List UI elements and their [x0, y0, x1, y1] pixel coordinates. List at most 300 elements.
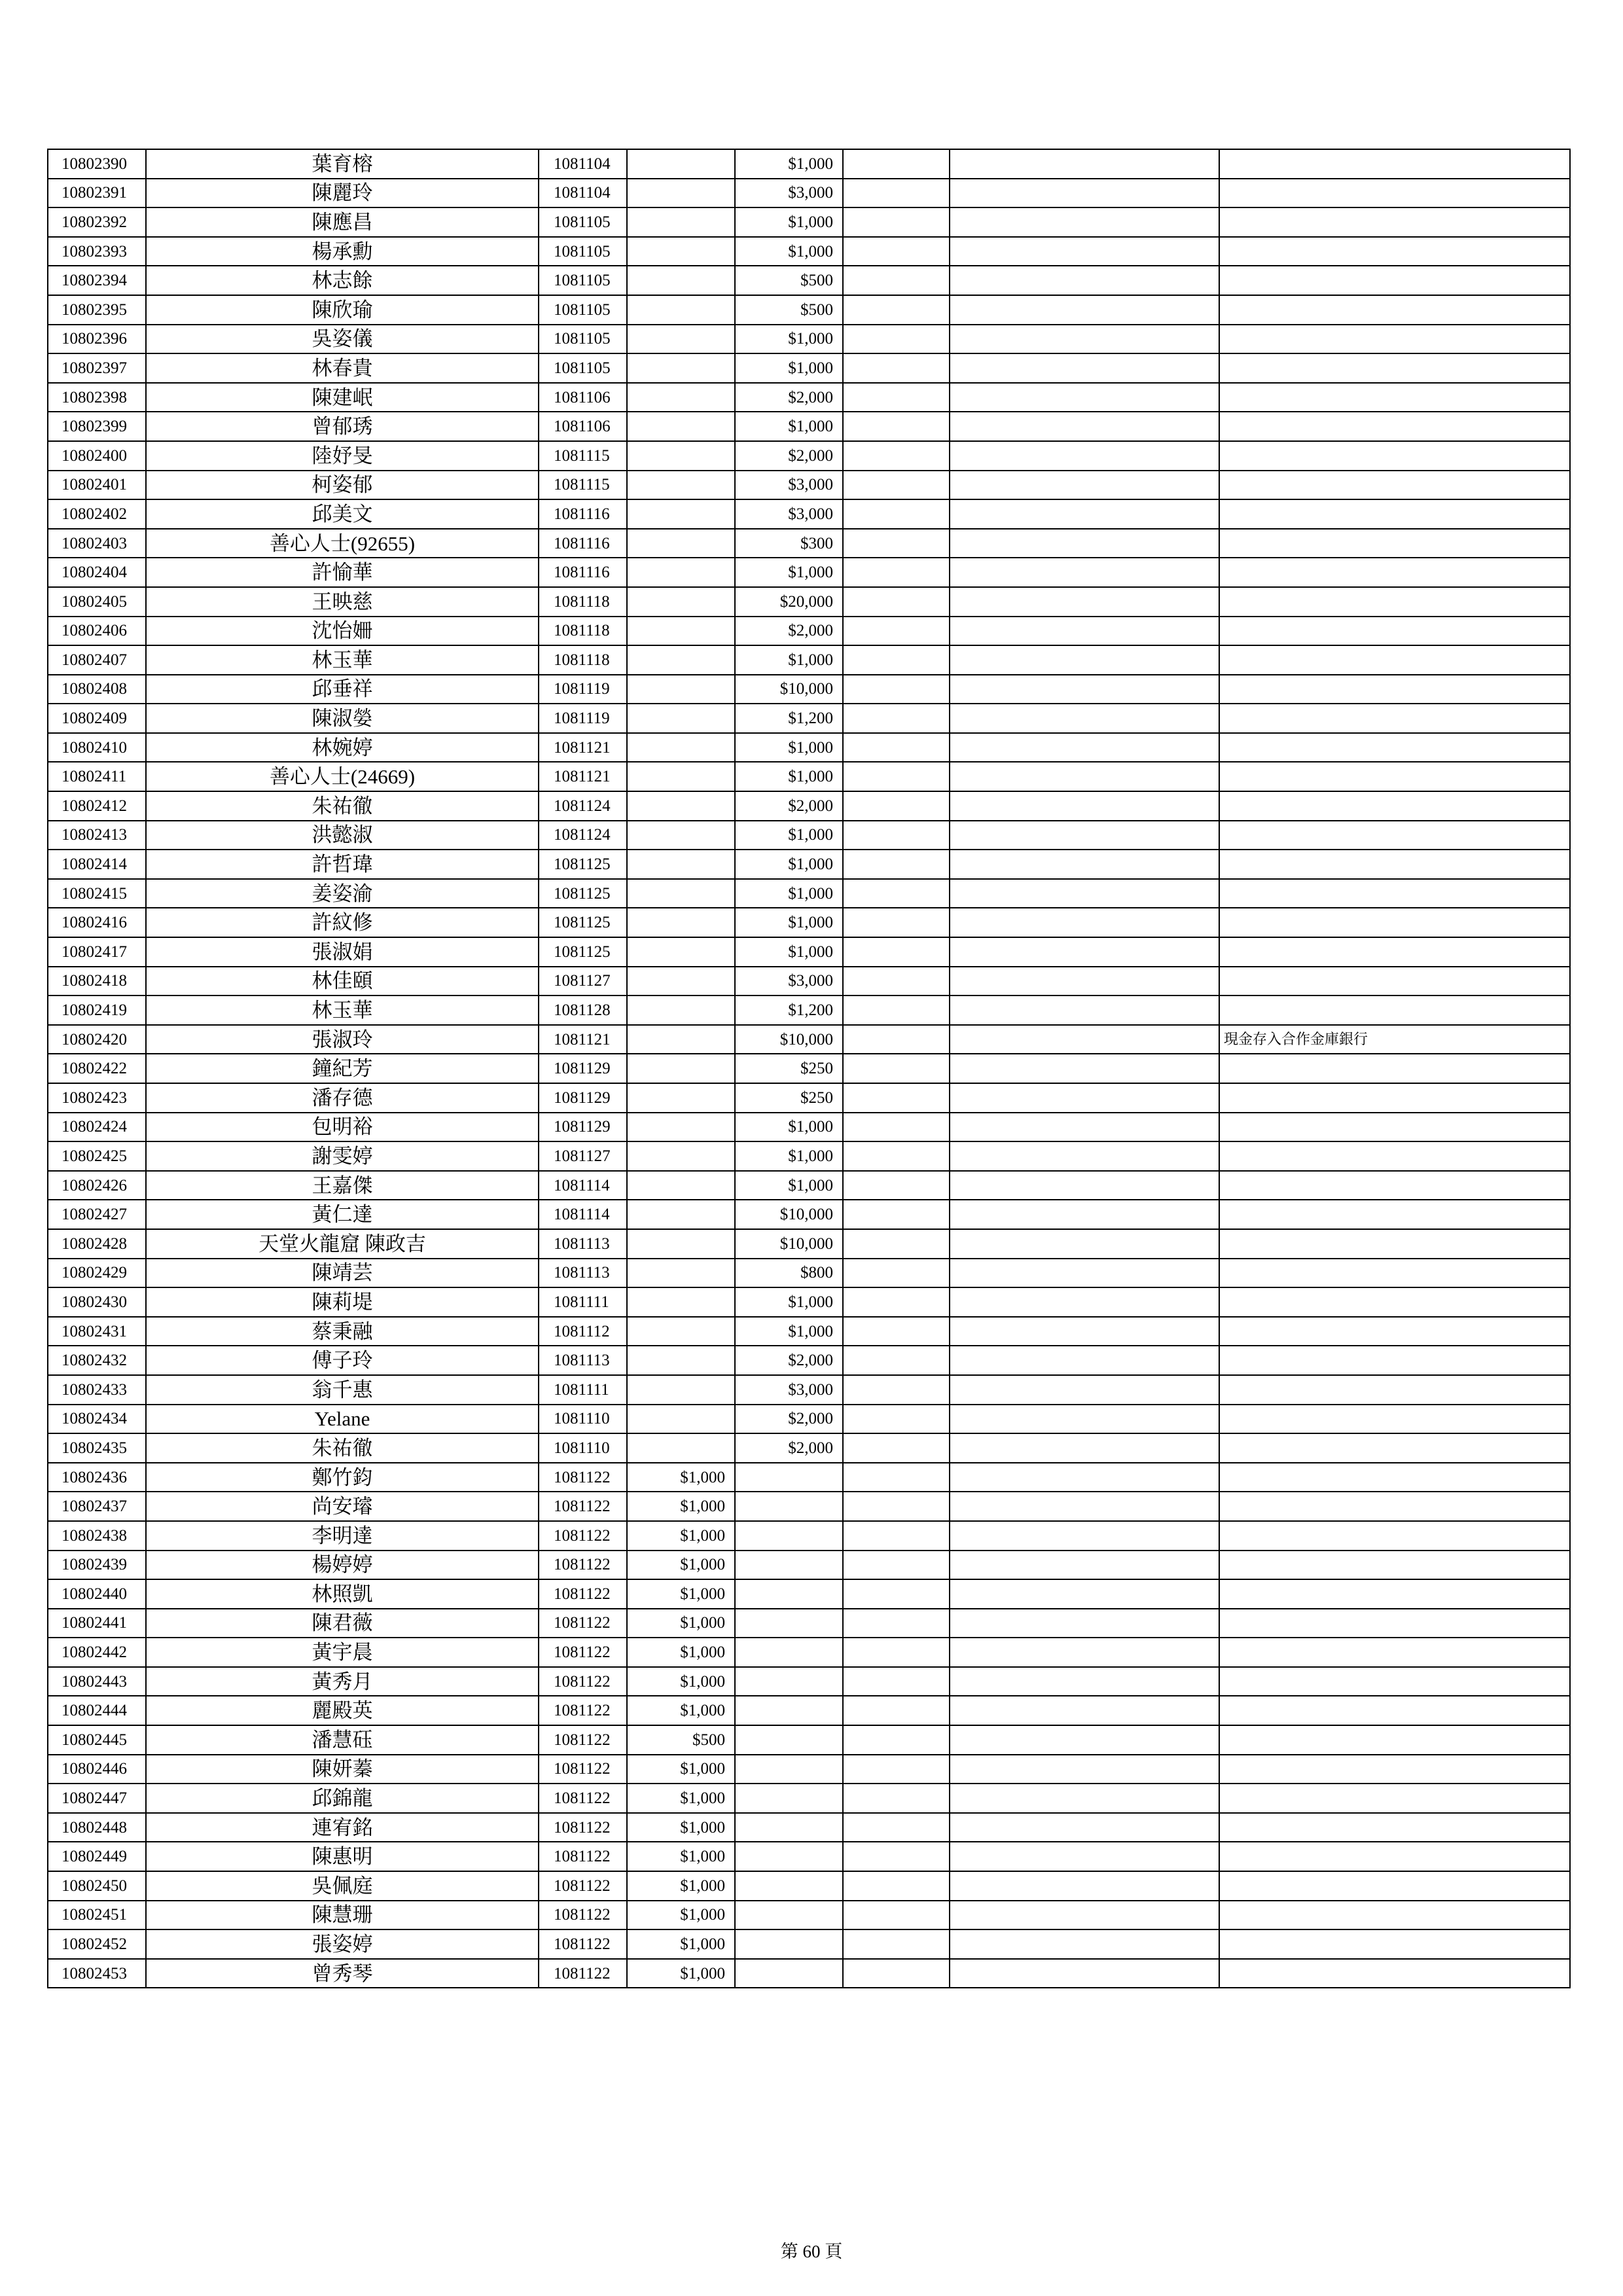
- donor-name-cell: 陳惠明: [146, 1842, 539, 1871]
- note-cell: [1219, 1113, 1570, 1142]
- record-number-cell: 10802412: [48, 791, 146, 821]
- record-number-cell: 10802452: [48, 1929, 146, 1959]
- record-number-cell: 10802391: [48, 179, 146, 208]
- note-cell: [1219, 1054, 1570, 1083]
- empty-cell: [843, 1463, 950, 1492]
- note-cell: [1219, 266, 1570, 295]
- record-number-cell: 10802433: [48, 1375, 146, 1405]
- empty-cell: [950, 587, 1219, 617]
- table-row: [48, 937, 1570, 967]
- amount-cell-a: [627, 1375, 735, 1405]
- empty-cell: [843, 1579, 950, 1609]
- amount-cell-a: [627, 675, 735, 704]
- empty-cell: [843, 1317, 950, 1346]
- note-cell: [1219, 207, 1570, 237]
- empty-cell: [950, 1667, 1219, 1696]
- table-row: [48, 1025, 1570, 1054]
- empty-cell: [843, 149, 950, 179]
- amount-cell-b: $1,000: [735, 207, 843, 237]
- amount-cell-a: [627, 791, 735, 821]
- record-number-cell: 10802437: [48, 1492, 146, 1521]
- date-cell: 1081122: [539, 1579, 627, 1609]
- date-cell: 1081106: [539, 412, 627, 441]
- table-row: [48, 529, 1570, 558]
- amount-cell-b: $300: [735, 529, 843, 558]
- amount-cell-b: $1,000: [735, 937, 843, 967]
- amount-cell-b: $1,000: [735, 733, 843, 762]
- amount-cell-a: [627, 558, 735, 587]
- note-cell: [1219, 471, 1570, 500]
- amount-cell-b: [735, 1813, 843, 1842]
- donor-name-cell: 陸妤旻: [146, 441, 539, 471]
- empty-cell: [950, 1551, 1219, 1580]
- donor-name-cell: 陳莉堤: [146, 1287, 539, 1317]
- record-number-cell: 10802424: [48, 1113, 146, 1142]
- table-row: [48, 1929, 1570, 1959]
- table-row: [48, 295, 1570, 325]
- amount-cell-a: [627, 1141, 735, 1171]
- donor-name-cell: 姜姿渝: [146, 879, 539, 908]
- record-number-cell: 10802449: [48, 1842, 146, 1871]
- date-cell: 1081125: [539, 879, 627, 908]
- table-row: [48, 353, 1570, 383]
- date-cell: 1081110: [539, 1405, 627, 1434]
- note-cell: [1219, 1667, 1570, 1696]
- empty-cell: [950, 1375, 1219, 1405]
- record-number-cell: 10802436: [48, 1463, 146, 1492]
- record-number-cell: 10802447: [48, 1784, 146, 1813]
- amount-cell-a: [627, 645, 735, 675]
- note-cell: [1219, 1259, 1570, 1288]
- donor-name-cell: 蔡秉融: [146, 1317, 539, 1346]
- note-cell: [1219, 1141, 1570, 1171]
- amount-cell-b: [735, 1667, 843, 1696]
- empty-cell: [843, 1901, 950, 1930]
- donor-name-cell: 邱錦龍: [146, 1784, 539, 1813]
- amount-cell-b: $1,000: [735, 1287, 843, 1317]
- note-cell: [1219, 1405, 1570, 1434]
- donor-name-cell: 曾郁琇: [146, 412, 539, 441]
- table-row: [48, 1813, 1570, 1842]
- note-cell: [1219, 1463, 1570, 1492]
- table-row: [48, 1113, 1570, 1142]
- note-cell: [1219, 441, 1570, 471]
- record-number-cell: 10802420: [48, 1025, 146, 1054]
- empty-cell: [843, 879, 950, 908]
- donor-name-cell: 曾秀琴: [146, 1959, 539, 1988]
- date-cell: 1081106: [539, 383, 627, 412]
- amount-cell-a: [627, 325, 735, 354]
- table-row: [48, 1317, 1570, 1346]
- empty-cell: [950, 558, 1219, 587]
- empty-cell: [843, 821, 950, 850]
- record-number-cell: 10802442: [48, 1638, 146, 1667]
- record-number-cell: 10802423: [48, 1083, 146, 1113]
- record-number-cell: 10802400: [48, 441, 146, 471]
- date-cell: 1081122: [539, 1463, 627, 1492]
- empty-cell: [843, 558, 950, 587]
- amount-cell-a: [627, 1171, 735, 1200]
- empty-cell: [950, 499, 1219, 529]
- date-cell: 1081111: [539, 1375, 627, 1405]
- date-cell: 1081119: [539, 675, 627, 704]
- empty-cell: [950, 1725, 1219, 1755]
- empty-cell: [950, 821, 1219, 850]
- note-cell: [1219, 908, 1570, 937]
- table-row: [48, 850, 1570, 879]
- record-number-cell: 10802434: [48, 1405, 146, 1434]
- table-row: [48, 908, 1570, 937]
- empty-cell: [950, 1959, 1219, 1988]
- date-cell: 1081122: [539, 1492, 627, 1521]
- amount-cell-a: $1,000: [627, 1813, 735, 1842]
- amount-cell-a: [627, 1405, 735, 1434]
- record-number-cell: 10802394: [48, 266, 146, 295]
- table-row: [48, 558, 1570, 587]
- note-cell: [1219, 529, 1570, 558]
- donor-name-cell: 吳姿儀: [146, 325, 539, 354]
- empty-cell: [843, 1200, 950, 1229]
- donor-name-cell: 黃宇晨: [146, 1638, 539, 1667]
- date-cell: 1081125: [539, 908, 627, 937]
- note-cell: [1219, 1959, 1570, 1988]
- date-cell: 1081122: [539, 1696, 627, 1725]
- table-row: [48, 645, 1570, 675]
- table-row: [48, 762, 1570, 791]
- amount-cell-b: $1,000: [735, 325, 843, 354]
- donor-name-cell: 黃秀月: [146, 1667, 539, 1696]
- donor-name-cell: 謝雯婷: [146, 1141, 539, 1171]
- empty-cell: [950, 879, 1219, 908]
- record-number-cell: 10802406: [48, 617, 146, 646]
- amount-cell-b: [735, 1696, 843, 1725]
- empty-cell: [843, 1405, 950, 1434]
- donor-name-cell: 鐘紀芳: [146, 1054, 539, 1083]
- amount-cell-b: $1,000: [735, 908, 843, 937]
- record-number-cell: 10802440: [48, 1579, 146, 1609]
- empty-cell: [950, 471, 1219, 500]
- donor-name-cell: 陳妍蓁: [146, 1755, 539, 1784]
- date-cell: 1081122: [539, 1521, 627, 1551]
- empty-cell: [950, 1287, 1219, 1317]
- table-row: [48, 1259, 1570, 1288]
- empty-cell: [950, 412, 1219, 441]
- empty-cell: [950, 1901, 1219, 1930]
- amount-cell-a: [627, 617, 735, 646]
- amount-cell-b: [735, 1929, 843, 1959]
- table-row: [48, 821, 1570, 850]
- note-cell: [1219, 879, 1570, 908]
- amount-cell-b: $3,000: [735, 967, 843, 996]
- amount-cell-b: $1,000: [735, 850, 843, 879]
- donor-name-cell: 吳佩庭: [146, 1871, 539, 1901]
- amount-cell-a: $1,000: [627, 1871, 735, 1901]
- record-number-cell: 10802407: [48, 645, 146, 675]
- amount-cell-a: $1,000: [627, 1959, 735, 1988]
- amount-cell-b: $10,000: [735, 1025, 843, 1054]
- table-row: [48, 1054, 1570, 1083]
- date-cell: 1081122: [539, 1842, 627, 1871]
- empty-cell: [950, 1083, 1219, 1113]
- amount-cell-b: [735, 1755, 843, 1784]
- empty-cell: [950, 149, 1219, 179]
- empty-cell: [843, 1871, 950, 1901]
- empty-cell: [950, 1638, 1219, 1667]
- donor-name-cell: 陳欣瑜: [146, 295, 539, 325]
- record-number-cell: 10802448: [48, 1813, 146, 1842]
- date-cell: 1081113: [539, 1229, 627, 1259]
- record-number-cell: 10802429: [48, 1259, 146, 1288]
- record-number-cell: 10802410: [48, 733, 146, 762]
- empty-cell: [843, 908, 950, 937]
- amount-cell-a: [627, 937, 735, 967]
- amount-cell-b: $3,000: [735, 1375, 843, 1405]
- empty-cell: [950, 1929, 1219, 1959]
- empty-cell: [950, 1579, 1219, 1609]
- record-number-cell: 10802438: [48, 1521, 146, 1551]
- date-cell: 1081124: [539, 821, 627, 850]
- date-cell: 1081122: [539, 1959, 627, 1988]
- donor-name-cell: 黃仁達: [146, 1200, 539, 1229]
- amount-cell-a: $1,000: [627, 1755, 735, 1784]
- record-number-cell: 10802399: [48, 412, 146, 441]
- date-cell: 1081114: [539, 1171, 627, 1200]
- empty-cell: [950, 1229, 1219, 1259]
- empty-cell: [843, 412, 950, 441]
- donor-name-cell: 柯姿郁: [146, 471, 539, 500]
- amount-cell-a: [627, 353, 735, 383]
- date-cell: 1081122: [539, 1609, 627, 1638]
- empty-cell: [950, 353, 1219, 383]
- date-cell: 1081116: [539, 499, 627, 529]
- note-cell: [1219, 149, 1570, 179]
- donor-name-cell: 邱美文: [146, 499, 539, 529]
- note-cell: [1219, 1901, 1570, 1930]
- amount-cell-a: [627, 1433, 735, 1463]
- date-cell: 1081116: [539, 558, 627, 587]
- empty-cell: [950, 325, 1219, 354]
- note-cell: [1219, 237, 1570, 266]
- empty-cell: [843, 617, 950, 646]
- record-number-cell: 10802419: [48, 996, 146, 1025]
- empty-cell: [843, 1929, 950, 1959]
- empty-cell: [843, 353, 950, 383]
- amount-cell-b: [735, 1521, 843, 1551]
- table-row: [48, 1842, 1570, 1871]
- amount-cell-a: $1,000: [627, 1696, 735, 1725]
- empty-cell: [950, 295, 1219, 325]
- amount-cell-a: [627, 207, 735, 237]
- amount-cell-b: $10,000: [735, 675, 843, 704]
- donor-name-cell: 傅子玲: [146, 1346, 539, 1375]
- amount-cell-b: [735, 1492, 843, 1521]
- note-cell: [1219, 587, 1570, 617]
- donor-name-cell: 李明達: [146, 1521, 539, 1551]
- amount-cell-a: [627, 1025, 735, 1054]
- date-cell: 1081114: [539, 1200, 627, 1229]
- record-number-cell: 10802430: [48, 1287, 146, 1317]
- empty-cell: [950, 1463, 1219, 1492]
- donor-name-cell: 林春貴: [146, 353, 539, 383]
- empty-cell: [950, 1492, 1219, 1521]
- amount-cell-b: $3,000: [735, 471, 843, 500]
- record-number-cell: 10802404: [48, 558, 146, 587]
- empty-cell: [843, 1025, 950, 1054]
- table-row: [48, 1784, 1570, 1813]
- date-cell: 1081122: [539, 1667, 627, 1696]
- amount-cell-a: [627, 1083, 735, 1113]
- empty-cell: [950, 733, 1219, 762]
- donor-name-cell: 朱祐徹: [146, 791, 539, 821]
- note-cell: [1219, 1609, 1570, 1638]
- empty-cell: [950, 1842, 1219, 1871]
- empty-cell: [843, 1667, 950, 1696]
- table-row: [48, 1579, 1570, 1609]
- amount-cell-a: $1,000: [627, 1521, 735, 1551]
- table-row: [48, 1083, 1570, 1113]
- amount-cell-a: [627, 471, 735, 500]
- date-cell: 1081129: [539, 1083, 627, 1113]
- donor-name-cell: 連宥銘: [146, 1813, 539, 1842]
- table-row: [48, 1171, 1570, 1200]
- table-row: [48, 1492, 1570, 1521]
- empty-cell: [843, 1492, 950, 1521]
- date-cell: 1081105: [539, 237, 627, 266]
- empty-cell: [950, 1609, 1219, 1638]
- empty-cell: [950, 762, 1219, 791]
- amount-cell-a: $1,000: [627, 1842, 735, 1871]
- note-cell: 現金存入合作金庫銀行: [1219, 1025, 1570, 1054]
- amount-cell-b: $500: [735, 295, 843, 325]
- date-cell: 1081110: [539, 1433, 627, 1463]
- note-cell: [1219, 353, 1570, 383]
- note-cell: [1219, 1871, 1570, 1901]
- amount-cell-a: $1,000: [627, 1579, 735, 1609]
- date-cell: 1081118: [539, 617, 627, 646]
- date-cell: 1081122: [539, 1784, 627, 1813]
- note-cell: [1219, 791, 1570, 821]
- note-cell: [1219, 1784, 1570, 1813]
- table-row: [48, 499, 1570, 529]
- amount-cell-b: $2,000: [735, 617, 843, 646]
- table-row: [48, 1521, 1570, 1551]
- date-cell: 1081115: [539, 441, 627, 471]
- record-number-cell: 10802415: [48, 879, 146, 908]
- empty-cell: [950, 529, 1219, 558]
- table-row: [48, 704, 1570, 733]
- table-row: [48, 471, 1570, 500]
- record-number-cell: 10802413: [48, 821, 146, 850]
- amount-cell-b: $1,000: [735, 237, 843, 266]
- empty-cell: [843, 471, 950, 500]
- date-cell: 1081119: [539, 704, 627, 733]
- note-cell: [1219, 1287, 1570, 1317]
- amount-cell-b: $250: [735, 1083, 843, 1113]
- amount-cell-a: [627, 1200, 735, 1229]
- record-number-cell: 10802450: [48, 1871, 146, 1901]
- record-number-cell: 10802432: [48, 1346, 146, 1375]
- record-number-cell: 10802439: [48, 1551, 146, 1580]
- empty-cell: [950, 850, 1219, 879]
- amount-cell-b: $2,000: [735, 1405, 843, 1434]
- date-cell: 1081105: [539, 295, 627, 325]
- empty-cell: [843, 179, 950, 208]
- note-cell: [1219, 996, 1570, 1025]
- donor-name-cell: 陳靖芸: [146, 1259, 539, 1288]
- table-row: [48, 1346, 1570, 1375]
- note-cell: [1219, 1346, 1570, 1375]
- record-number-cell: 10802426: [48, 1171, 146, 1200]
- amount-cell-a: [627, 237, 735, 266]
- amount-cell-a: [627, 587, 735, 617]
- table-row: [48, 1433, 1570, 1463]
- table-row: [48, 1229, 1570, 1259]
- donor-name-cell: 洪懿淑: [146, 821, 539, 850]
- donor-name-cell: 林玉華: [146, 996, 539, 1025]
- empty-cell: [843, 499, 950, 529]
- note-cell: [1219, 733, 1570, 762]
- page-number: 第 60 頁: [780, 2242, 843, 2261]
- empty-cell: [950, 937, 1219, 967]
- amount-cell-b: $1,000: [735, 762, 843, 791]
- empty-cell: [843, 675, 950, 704]
- empty-cell: [950, 1813, 1219, 1842]
- amount-cell-a: $1,000: [627, 1784, 735, 1813]
- amount-cell-b: $10,000: [735, 1200, 843, 1229]
- empty-cell: [843, 1171, 950, 1200]
- empty-cell: [950, 1113, 1219, 1142]
- amount-cell-b: $800: [735, 1259, 843, 1288]
- empty-cell: [950, 1200, 1219, 1229]
- amount-cell-a: $1,000: [627, 1901, 735, 1930]
- record-number-cell: 10802414: [48, 850, 146, 879]
- empty-cell: [843, 967, 950, 996]
- empty-cell: [950, 1755, 1219, 1784]
- empty-cell: [843, 441, 950, 471]
- amount-cell-a: [627, 704, 735, 733]
- empty-cell: [950, 967, 1219, 996]
- date-cell: 1081125: [539, 937, 627, 967]
- donor-name-cell: 陳建岷: [146, 383, 539, 412]
- amount-cell-a: $1,000: [627, 1463, 735, 1492]
- table-row: [48, 1200, 1570, 1229]
- amount-cell-a: [627, 967, 735, 996]
- empty-cell: [843, 237, 950, 266]
- amount-cell-a: [627, 850, 735, 879]
- table-row: [48, 412, 1570, 441]
- empty-cell: [843, 937, 950, 967]
- note-cell: [1219, 1317, 1570, 1346]
- amount-cell-a: [627, 1317, 735, 1346]
- date-cell: 1081122: [539, 1901, 627, 1930]
- donor-name-cell: 許紋修: [146, 908, 539, 937]
- record-number-cell: 10802425: [48, 1141, 146, 1171]
- amount-cell-b: $2,000: [735, 1346, 843, 1375]
- table-row: [48, 1667, 1570, 1696]
- date-cell: 1081122: [539, 1638, 627, 1667]
- amount-cell-b: $1,000: [735, 1171, 843, 1200]
- empty-cell: [950, 1696, 1219, 1725]
- table-row: [48, 237, 1570, 266]
- empty-cell: [950, 441, 1219, 471]
- empty-cell: [843, 1609, 950, 1638]
- table-row: [48, 733, 1570, 762]
- donor-name-cell: 天堂火龍窟 陳政吉: [146, 1229, 539, 1259]
- donor-name-cell: 林婉婷: [146, 733, 539, 762]
- note-cell: [1219, 1725, 1570, 1755]
- empty-cell: [843, 1755, 950, 1784]
- table-row: [48, 1551, 1570, 1580]
